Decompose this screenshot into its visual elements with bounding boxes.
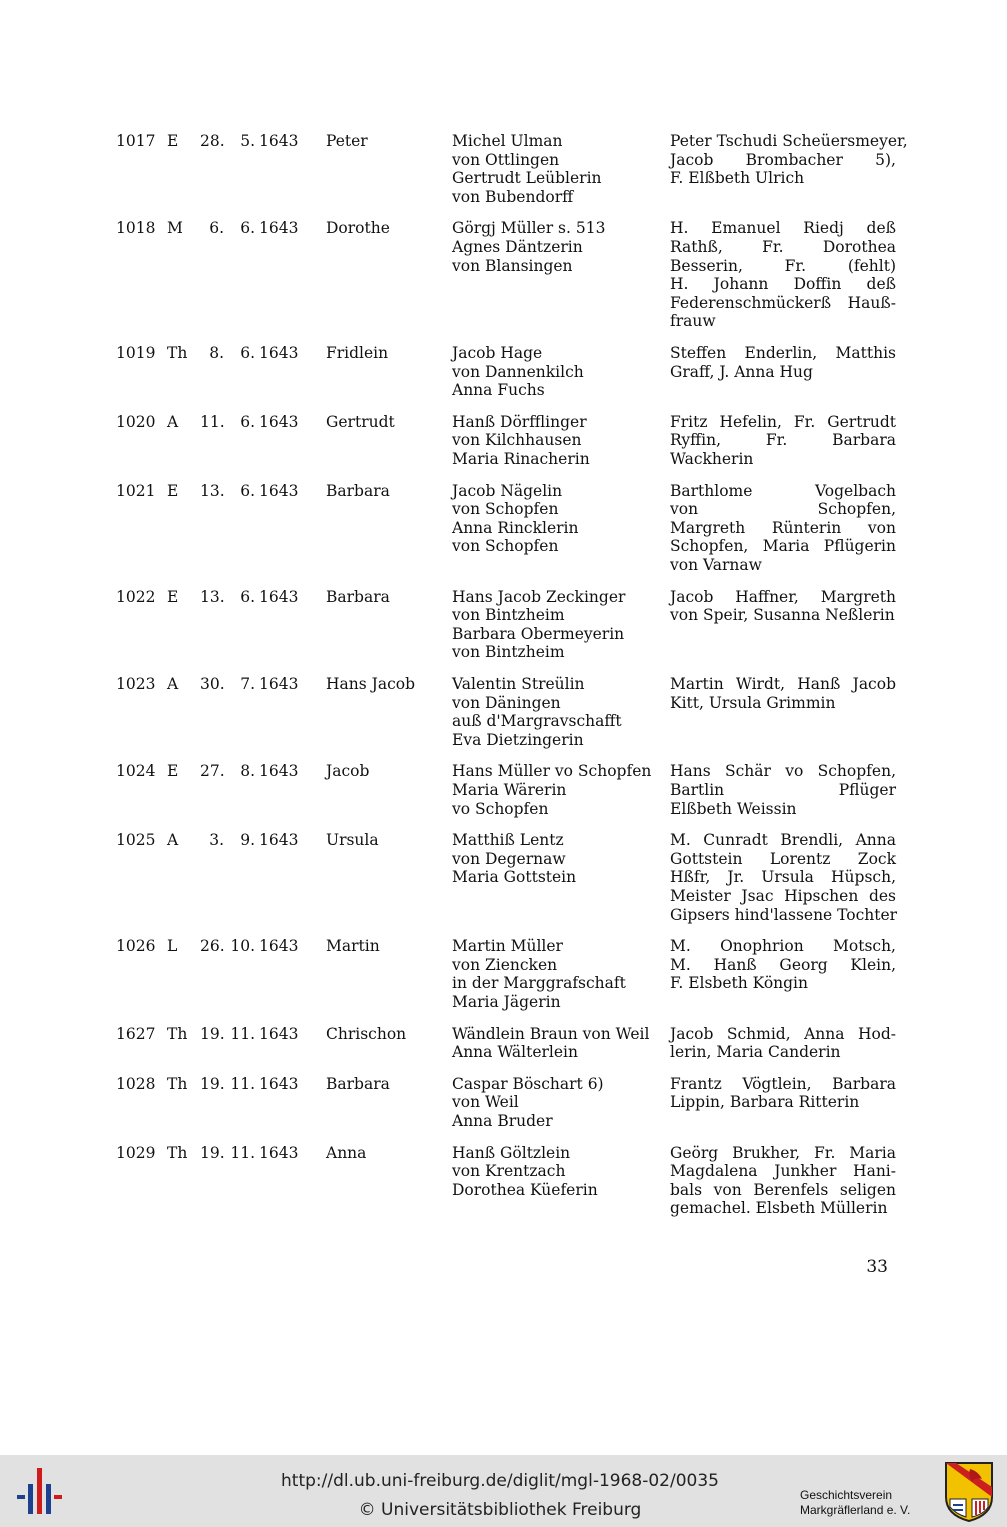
parents-line: von Bubendorff bbox=[452, 187, 574, 206]
entry-day: 13. bbox=[200, 481, 225, 500]
parents-line: Valentin Streülin bbox=[452, 674, 585, 693]
godparents-line: Rathß, Fr. Dorothea bbox=[670, 237, 896, 256]
entry-month: 11. bbox=[230, 1024, 255, 1043]
parents-line: Caspar Böschart 6) bbox=[452, 1074, 604, 1093]
entry-month: 11. bbox=[230, 1143, 255, 1162]
child-name: Gertrudt bbox=[326, 412, 395, 431]
parents-line: Jacob Nägelin bbox=[452, 481, 563, 500]
parents-line: von Krentzach bbox=[452, 1162, 566, 1181]
godparents-line: Bartlin Pflüger bbox=[670, 780, 896, 799]
godparents bbox=[670, 1075, 896, 1112]
entry-number: 1026 bbox=[116, 937, 156, 956]
parents-line: auß d'Margravschafft bbox=[452, 712, 622, 731]
entry-month: 11. bbox=[230, 1074, 255, 1093]
godparents-line: Geörg Brukher, Fr. Maria bbox=[670, 1143, 896, 1162]
coat-of-arms-icon bbox=[944, 1461, 994, 1523]
entry-year: 1643 bbox=[259, 481, 299, 500]
parents-line: Barbara Obermeyerin bbox=[452, 624, 625, 643]
parents-line: Matthiß Lentz bbox=[452, 831, 564, 850]
parents-line: von Degernaw bbox=[452, 849, 566, 868]
parents bbox=[452, 1025, 667, 1062]
entry-day: 3. bbox=[209, 831, 224, 850]
parents bbox=[452, 675, 667, 749]
parents-line: Hans Jacob Zeckinger bbox=[452, 587, 626, 606]
entry-number: 1025 bbox=[116, 831, 156, 850]
entry-code: Th bbox=[167, 1143, 188, 1162]
godparents-line: Frantz Vögtlein, Barbara bbox=[670, 1074, 896, 1093]
godparents-line: Margreth Rünterin von bbox=[670, 518, 896, 537]
parents-line: Maria Rinacherin bbox=[452, 449, 590, 468]
entry-year: 1643 bbox=[259, 132, 299, 150]
godparents-line: von Speir, Susanna Neßlerin bbox=[670, 606, 895, 625]
parents-line: von Ottlingen bbox=[452, 150, 560, 169]
parents-line: Anna Wälterlein bbox=[452, 1043, 578, 1062]
godparents bbox=[670, 675, 896, 712]
godparents-line: von Schopfen, bbox=[670, 500, 896, 519]
parents-line: Anna Fuchs bbox=[452, 381, 545, 400]
entry-year: 1643 bbox=[259, 762, 299, 781]
register-entry bbox=[116, 675, 896, 762]
entry-month: 6. bbox=[240, 587, 255, 606]
parents-line: Wändlein Braun von Weil bbox=[452, 1024, 650, 1043]
parents bbox=[452, 344, 667, 400]
godparents-line: gemachel. Elsbeth Müllerin bbox=[670, 1199, 888, 1218]
child-name: Barbara bbox=[326, 1074, 390, 1093]
entry-month: 7. bbox=[240, 674, 255, 693]
entry-day: 27. bbox=[200, 762, 225, 781]
register-entry bbox=[116, 413, 896, 482]
entry-number: 1022 bbox=[116, 587, 156, 606]
footer-bar bbox=[0, 1455, 1007, 1527]
parents-line: Eva Dietzingerin bbox=[452, 730, 584, 749]
child-name: Ursula bbox=[326, 831, 379, 850]
godparents-line: Peter Tschudi Scheüersmeyer, bbox=[670, 132, 908, 150]
parents-line: Martin Müller bbox=[452, 937, 563, 956]
parents-line: Agnes Däntzerin bbox=[452, 237, 583, 256]
godparents-line: Jacob Haffner, Margreth bbox=[670, 587, 896, 606]
parents-line: von Bintzheim bbox=[452, 643, 565, 662]
godparents bbox=[670, 482, 896, 575]
godparents bbox=[670, 831, 896, 924]
entry-code: A bbox=[167, 674, 179, 693]
godparents-line: Wackherin bbox=[670, 449, 754, 468]
godparents-line: H. Johann Doffin deß bbox=[670, 275, 896, 294]
child-name: Fridlein bbox=[326, 343, 389, 362]
entry-number: 1029 bbox=[116, 1143, 156, 1162]
entry-year: 1643 bbox=[259, 587, 299, 606]
entry-month: 5. bbox=[240, 132, 255, 150]
godparents-line: von Varnaw bbox=[670, 555, 762, 574]
entry-number: 1028 bbox=[116, 1074, 156, 1093]
godparents-line: F. Elßbeth Ulrich bbox=[670, 169, 805, 188]
ub-freiburg-logo-icon[interactable] bbox=[14, 1466, 64, 1516]
godparents-line: Hßfr, Jr. Ursula Hüpsch, bbox=[670, 868, 896, 887]
entry-month: 10. bbox=[230, 937, 255, 956]
entry-number: 1019 bbox=[116, 343, 156, 362]
entry-month: 6. bbox=[240, 412, 255, 431]
parents bbox=[452, 762, 667, 818]
godparents-line: Besserin, Fr. (fehlt) bbox=[670, 256, 896, 275]
parents bbox=[452, 831, 667, 887]
godparents-line: H. Emanuel Riedj deß bbox=[670, 219, 896, 238]
parents-line: Maria Gottstein bbox=[452, 868, 577, 887]
parents-line: vo Schopfen bbox=[452, 799, 549, 818]
parents-line: Anna Rincklerin bbox=[452, 518, 579, 537]
godparents bbox=[670, 344, 896, 381]
entry-day: 11. bbox=[200, 412, 225, 431]
entry-number: 1017 bbox=[116, 132, 156, 150]
godparents-line: Elßbeth Weissin bbox=[670, 799, 797, 818]
godparents-line: Gottstein Lorentz Zock bbox=[670, 849, 896, 868]
parents-line: Hanß Dörfflinger bbox=[452, 412, 587, 431]
society-name-line-1: Geschichtsverein bbox=[800, 1488, 893, 1502]
godparents bbox=[670, 1144, 896, 1218]
godparents-line: Fritz Hefelin, Fr. Gertrudt bbox=[670, 412, 896, 431]
entry-code: Th bbox=[167, 1074, 188, 1093]
register-entry bbox=[116, 482, 896, 588]
footer-copyright: © Universitätsbibliothek Freiburg bbox=[358, 1500, 642, 1520]
entry-year: 1643 bbox=[259, 219, 299, 238]
godparents-line: Meister Jsac Hipschen des bbox=[670, 886, 896, 905]
parents bbox=[452, 219, 667, 275]
godparents-line: lerin, Maria Canderin bbox=[670, 1043, 841, 1062]
child-name: Barbara bbox=[326, 587, 390, 606]
entry-day: 19. bbox=[200, 1074, 225, 1093]
parents bbox=[452, 413, 667, 469]
entry-day: 30. bbox=[200, 674, 225, 693]
entry-number: 1021 bbox=[116, 481, 156, 500]
parents bbox=[452, 588, 667, 662]
parents-line: Maria Wärerin bbox=[452, 780, 567, 799]
entry-code: Th bbox=[167, 1024, 188, 1043]
parents-line: von Ziencken bbox=[452, 955, 558, 974]
child-name: Dorothe bbox=[326, 219, 390, 238]
godparents-line: Graff, J. Anna Hug bbox=[670, 362, 813, 381]
entry-day: 26. bbox=[200, 937, 225, 956]
society-name-line-2: Markgräflerland e. V. bbox=[800, 1503, 911, 1517]
godparents-line: M. Cunradt Brendli, Anna bbox=[670, 831, 896, 850]
register-entry bbox=[116, 831, 896, 937]
society-name bbox=[800, 1488, 940, 1518]
baptism-register-list bbox=[116, 132, 908, 1231]
parents-line: Maria Jägerin bbox=[452, 992, 561, 1011]
parents-line: von Dannenkilch bbox=[452, 362, 584, 381]
register-entry bbox=[116, 344, 896, 413]
godparents-line: bals von Berenfels seligen bbox=[670, 1180, 896, 1199]
register-entry bbox=[116, 762, 896, 831]
entry-code: Th bbox=[167, 343, 188, 362]
entry-code: E bbox=[167, 762, 179, 781]
godparents-line: M. Onophrion Motsch, bbox=[670, 937, 896, 956]
register-entry bbox=[116, 1144, 896, 1231]
entry-day: 28. bbox=[200, 132, 225, 150]
godparents-line: M. Hanß Georg Klein, bbox=[670, 955, 896, 974]
parents bbox=[452, 1144, 667, 1200]
entry-code: E bbox=[167, 132, 179, 150]
register-entry bbox=[116, 588, 896, 675]
parents-line: in der Marggrafschaft bbox=[452, 974, 626, 993]
parents bbox=[452, 1075, 667, 1131]
godparents-line: Schopfen, Maria Pflügerin bbox=[670, 537, 896, 556]
godparents bbox=[670, 132, 908, 188]
child-name: Hans Jacob bbox=[326, 674, 416, 693]
parents bbox=[452, 937, 667, 1011]
parents-line: Jacob Hage bbox=[452, 343, 543, 362]
godparents bbox=[670, 937, 896, 993]
godparents-line: Gipsers hind'lassene Tochter bbox=[670, 905, 898, 924]
entry-month: 8. bbox=[240, 762, 255, 781]
child-name: Martin bbox=[326, 937, 380, 956]
godparents bbox=[670, 762, 896, 818]
godparents-line: Ryffin, Fr. Barbara bbox=[670, 431, 896, 450]
parents-line: Hans Müller vo Schopfen bbox=[452, 762, 652, 781]
godparents-line: Kitt, Ursula Grimmin bbox=[670, 693, 836, 712]
entry-number: 1627 bbox=[116, 1024, 156, 1043]
godparents-line: Magdalena Junkher Hani- bbox=[670, 1162, 896, 1181]
entry-year: 1643 bbox=[259, 1074, 299, 1093]
entry-month: 6. bbox=[240, 343, 255, 362]
entry-day: 13. bbox=[200, 587, 225, 606]
parents-line: von Schopfen bbox=[452, 500, 559, 519]
godparents-line: Lippin, Barbara Ritterin bbox=[670, 1093, 860, 1112]
entry-year: 1643 bbox=[259, 674, 299, 693]
godparents-line: frauw bbox=[670, 312, 716, 331]
parents-line: von Blansingen bbox=[452, 256, 573, 275]
entry-month: 9. bbox=[240, 831, 255, 850]
child-name: Jacob bbox=[326, 762, 370, 781]
child-name: Anna bbox=[326, 1143, 367, 1162]
entry-year: 1643 bbox=[259, 937, 299, 956]
parents-line: Michel Ulman bbox=[452, 132, 563, 150]
entry-code: A bbox=[167, 412, 179, 431]
godparents-line: Jacob Schmid, Anna Hod- bbox=[670, 1024, 896, 1043]
child-name: Chrischon bbox=[326, 1024, 407, 1043]
entry-code: L bbox=[167, 937, 178, 956]
entry-code: M bbox=[167, 219, 183, 238]
parents-line: Dorothea Küeferin bbox=[452, 1180, 598, 1199]
entry-number: 1020 bbox=[116, 412, 156, 431]
register-entry bbox=[116, 1025, 896, 1075]
parents-line: Anna Bruder bbox=[452, 1111, 553, 1130]
godparents-line: F. Elsbeth Köngin bbox=[670, 974, 808, 993]
entry-number: 1024 bbox=[116, 762, 156, 781]
godparents-line: Steffen Enderlin, Matthis bbox=[670, 343, 896, 362]
godparents-line: Jacob Brombacher 5), bbox=[670, 150, 896, 169]
godparents bbox=[670, 219, 896, 331]
godparents-line: Hans Schär vo Schopfen, bbox=[670, 762, 896, 781]
entry-code: A bbox=[167, 831, 179, 850]
entry-month: 6. bbox=[240, 219, 255, 238]
entry-month: 6. bbox=[240, 481, 255, 500]
parents-line: Gertrudt Leüblerin bbox=[452, 169, 602, 188]
entry-number: 1023 bbox=[116, 674, 156, 693]
parents-line: von Kilchhausen bbox=[452, 431, 582, 450]
entry-day: 8. bbox=[209, 343, 224, 362]
godparents bbox=[670, 1025, 896, 1062]
entry-day: 19. bbox=[200, 1024, 225, 1043]
parents-line: Hanß Göltzlein bbox=[452, 1143, 571, 1162]
register-entry bbox=[116, 219, 896, 344]
godparents bbox=[670, 588, 896, 625]
entry-day: 19. bbox=[200, 1143, 225, 1162]
parents bbox=[452, 482, 667, 556]
page-number: 33 bbox=[866, 1257, 888, 1277]
entry-year: 1643 bbox=[259, 1143, 299, 1162]
child-name: Barbara bbox=[326, 481, 390, 500]
parents-line: von Schopfen bbox=[452, 537, 559, 556]
parents-line: von Däningen bbox=[452, 693, 561, 712]
godparents bbox=[670, 413, 896, 469]
entry-code: E bbox=[167, 481, 179, 500]
parents bbox=[452, 132, 667, 206]
register-entry bbox=[116, 132, 908, 219]
entry-code: E bbox=[167, 587, 179, 606]
entry-number: 1018 bbox=[116, 219, 156, 238]
entry-day: 6. bbox=[209, 219, 224, 238]
entry-year: 1643 bbox=[259, 412, 299, 431]
parents-line: von Bintzheim bbox=[452, 606, 565, 625]
entry-year: 1643 bbox=[259, 1024, 299, 1043]
godparents-line: Barthlome Vogelbach bbox=[670, 481, 896, 500]
entry-year: 1643 bbox=[259, 831, 299, 850]
godparents-line: Martin Wirdt, Hanß Jacob bbox=[670, 674, 896, 693]
godparents-line: Federenschmückerß Hauß- bbox=[670, 293, 896, 312]
entry-year: 1643 bbox=[259, 343, 299, 362]
parents-line: Görgj Müller s. 513 bbox=[452, 219, 606, 238]
footer-url-link[interactable]: http://dl.ub.uni-freiburg.de/diglit/mgl-1968-02/0035 bbox=[281, 1471, 719, 1491]
child-name: Peter bbox=[326, 132, 368, 150]
register-entry bbox=[116, 937, 896, 1024]
parents-line: von Weil bbox=[452, 1093, 519, 1112]
register-entry bbox=[116, 1075, 896, 1144]
